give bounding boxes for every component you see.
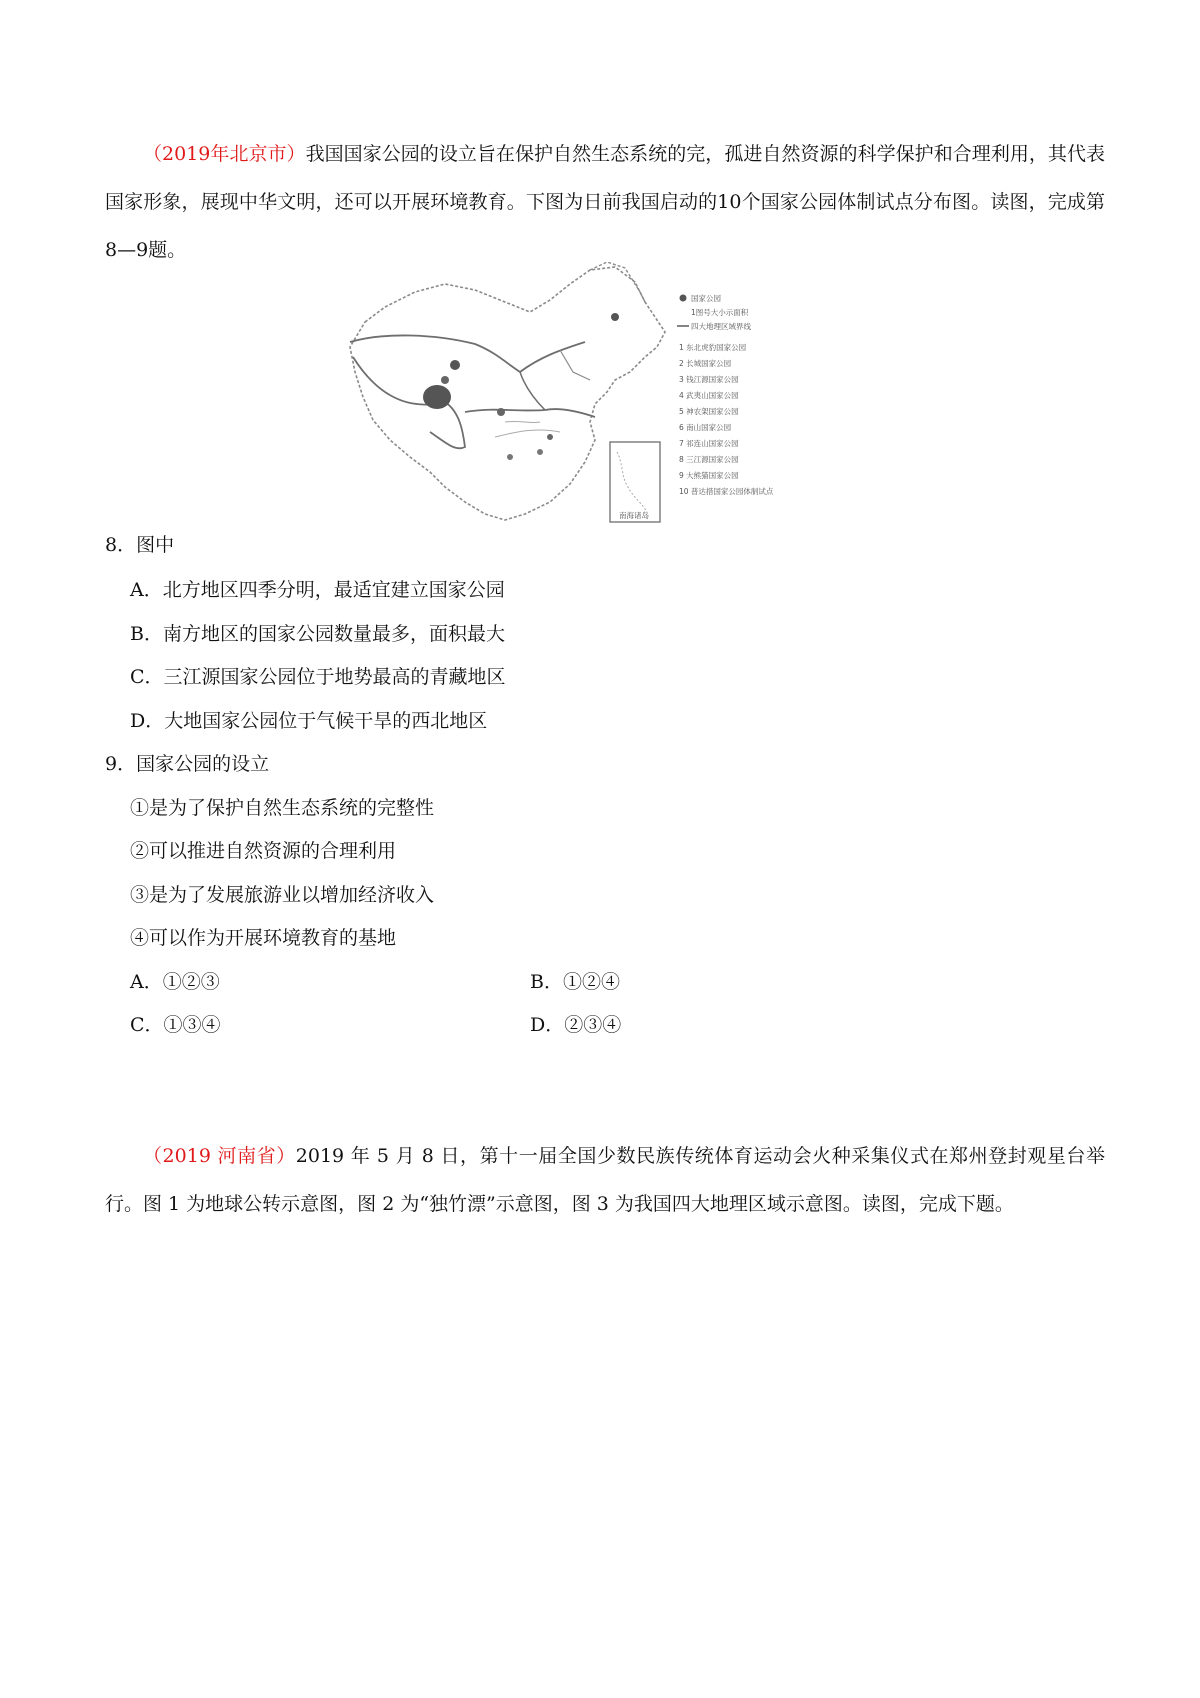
legend-item: 7 祁连山国家公园: [679, 439, 739, 448]
park-shennongjia: [497, 408, 505, 416]
q8-option-d: D．大地国家公园位于气候干旱的西北地区: [130, 710, 488, 732]
legend-item: 4 武夷山国家公园: [679, 391, 739, 400]
park-sanjiangyuan: [423, 385, 451, 409]
q9-item-4: ④可以作为开展环境教育的基地: [130, 927, 397, 949]
legend-title: 国家公园: [691, 294, 721, 303]
legend-item: 9 大熊猫国家公园: [679, 471, 739, 480]
map-legend: [677, 293, 774, 496]
passage-2-source: （2019 河南省）: [143, 1145, 296, 1167]
q8-option-a: A．北方地区四季分明，最适宜建立国家公园: [130, 579, 505, 601]
q8-stem: 8．图中: [105, 534, 175, 556]
china-outline: [350, 267, 665, 520]
park-siberian-tiger: [611, 313, 619, 321]
region-boundary-north: [350, 335, 585, 372]
legend-line-1: 1图号大小示面积: [691, 308, 749, 317]
q9-item-2: ②可以推进自然资源的合理利用: [130, 840, 397, 862]
passage-2: [105, 1132, 1105, 1228]
legend-item: 10 普达措国家公园体制试点: [679, 487, 774, 496]
q9-option-d: D．②③④: [530, 1014, 622, 1036]
legend-item: 3 钱江源国家公园: [679, 375, 739, 384]
park-qilianshan: [450, 360, 460, 370]
south-china-sea-inset: [610, 442, 660, 522]
q9-item-3: ③是为了发展旅游业以增加经济收入: [130, 884, 435, 906]
legend-line-2: 四大地理区域界线: [691, 322, 751, 331]
legend-item: 8 三江源国家公园: [679, 455, 739, 464]
q9-option-a: A．①②③: [130, 971, 220, 993]
passage-1: [105, 130, 1105, 274]
q9-option-c: C．①③④: [130, 1014, 221, 1036]
q8-option-b: B．南方地区的国家公园数量最多，面积最大: [130, 623, 505, 645]
park-nanshan: [507, 454, 513, 460]
legend-item: 2 长城国家公园: [679, 359, 732, 368]
legend-item: 1 东北虎豹国家公园: [679, 343, 747, 352]
q9-stem: 9．国家公园的设立: [105, 753, 270, 775]
legend-item: 5 神农架国家公园: [679, 407, 739, 416]
q8-option-c: C．三江源国家公园位于地势最高的青藏地区: [130, 666, 506, 688]
national-parks-map: [345, 262, 825, 534]
passage-2-text: 2019 年 5 月 8 日，第十一届全国少数民族传统体育运动会火种采集仪式在郑州登封观星台举行。图 1 为地球公转示意图，图 2 为“独竹漂”示意图，图 3 为我国四大地理区域示意图。读图，完成下题。: [105, 1145, 1105, 1215]
passage-1-text: 我国国家公园的设立旨在保护自然生态系统的完，孤进自然资源的科学保护和合理利用，其代表国家形象，展现中华文明，还可以开展环境教育。下图为日前我国启动的10个国家公园体制试点分布图。读图，完成第8—9题。: [105, 143, 1105, 261]
park-giant-panda: [441, 376, 449, 384]
park-qianjiangyuan: [547, 434, 553, 440]
legend-item: 6 南山国家公园: [679, 423, 732, 432]
passage-1-source: （2019年北京市）: [143, 143, 306, 165]
region-boundary-south: [465, 409, 595, 417]
q9-item-1: ①是为了保护自然生态系统的完整性: [130, 797, 435, 819]
q9-option-b: B．①②④: [530, 971, 620, 993]
park-wuyishan: [537, 449, 543, 455]
inset-label: 南海诸岛: [619, 511, 649, 520]
